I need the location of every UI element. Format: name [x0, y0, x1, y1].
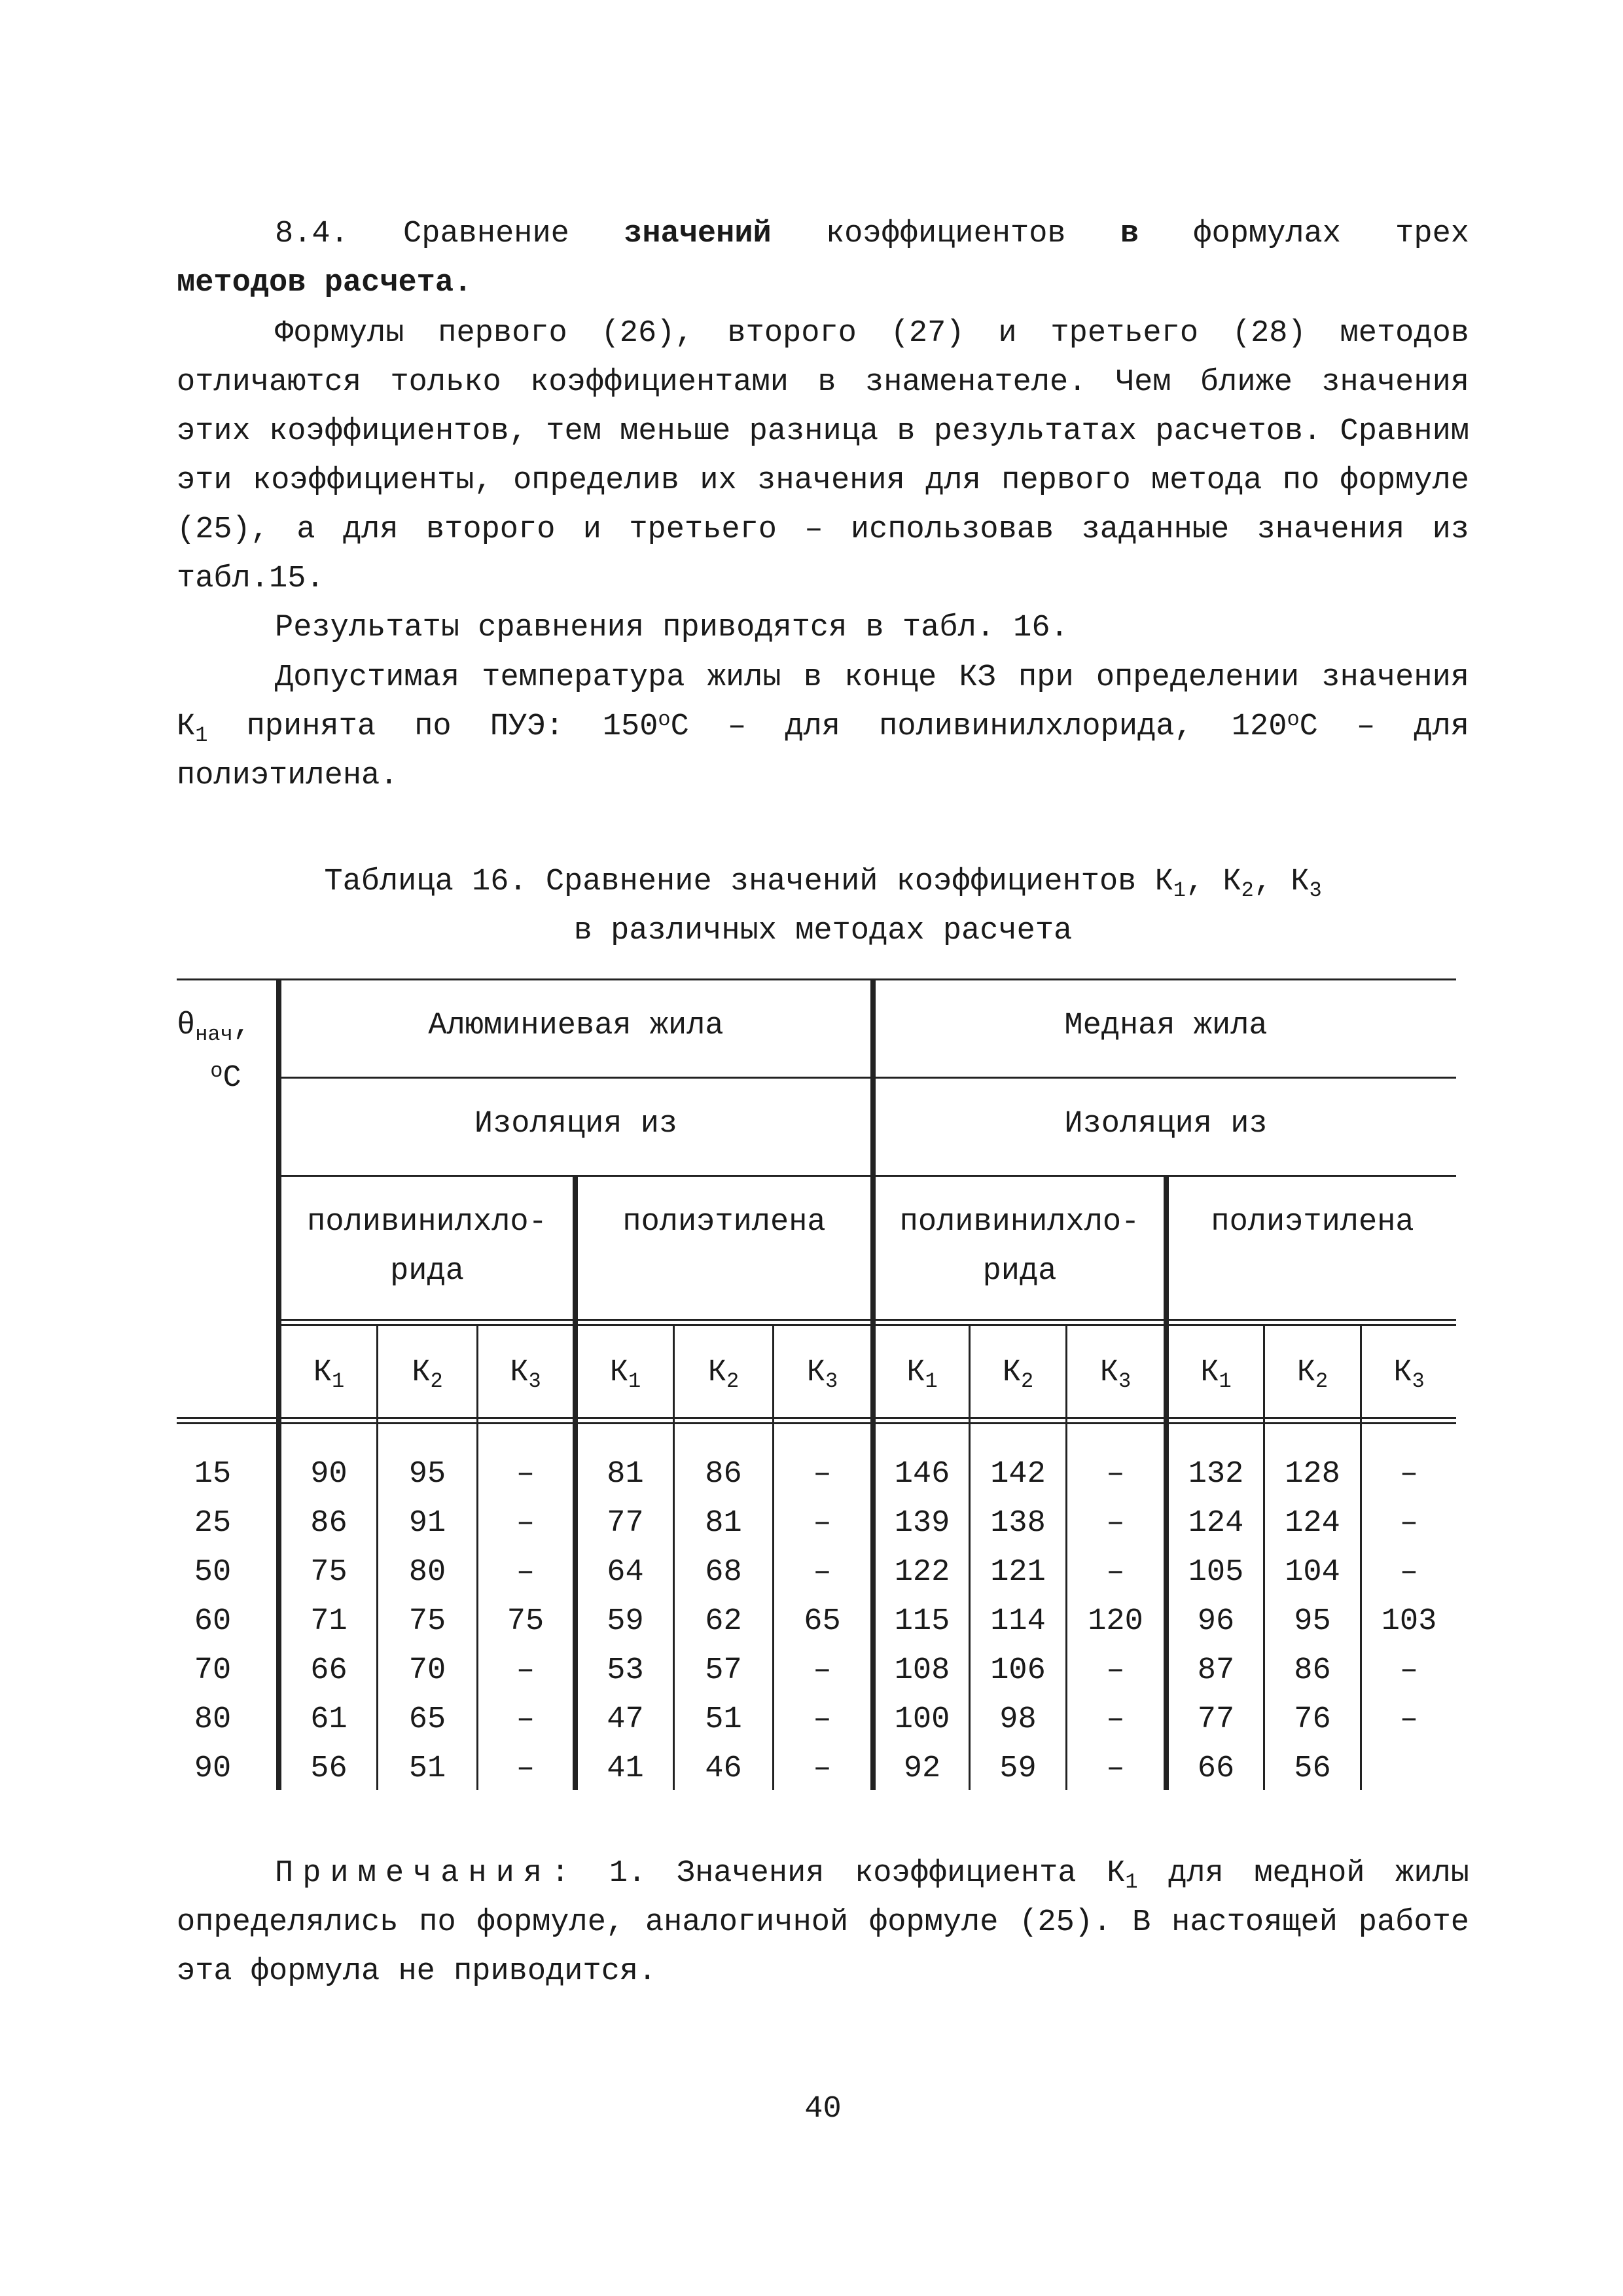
heading-word: коэффициентов	[825, 217, 1066, 251]
coefficient-cell: 68	[705, 1555, 742, 1590]
coefficient-cell: 142	[990, 1457, 1046, 1492]
coefficients-table	[177, 978, 1456, 1790]
paragraph-temperature: Допустимая температура жилы в конце КЗ при определении значения $К_1$ принята по ПУЭ: 150$^o$С – для поливинилхлорида, 120$^o$С – для полиэтилена.	[177, 660, 1470, 793]
coefficient-cell: –	[813, 1457, 832, 1492]
coefficient-cell: 57	[705, 1653, 742, 1688]
coefficient-cell: –	[1106, 1751, 1125, 1786]
pe-al-header: полиэтилена	[622, 1205, 826, 1240]
coefficient-cell: 75	[408, 1604, 446, 1639]
coefficient-cell: –	[1399, 1506, 1419, 1541]
table-caption-line1: Таблица 16. Сравнение значений коэффициентов $К_1$, $К_2$, $К_3$	[324, 865, 1322, 903]
k-header-cell: $К_2$	[707, 1355, 740, 1393]
heading-word: трех	[1395, 217, 1469, 251]
coefficient-cell: 62	[705, 1604, 742, 1639]
coefficient-cell: 92	[903, 1751, 941, 1786]
coefficient-cell: 90	[310, 1457, 348, 1492]
table-divider	[573, 1175, 578, 1790]
heading-word: формулах	[1193, 217, 1341, 251]
table-divider	[1164, 1175, 1169, 1790]
coefficient-cell: –	[813, 1702, 832, 1737]
coefficient-cell: –	[813, 1751, 832, 1786]
coefficient-cell: 66	[310, 1653, 348, 1688]
table-rule	[281, 1077, 1456, 1079]
coefficient-cell: 108	[894, 1653, 950, 1688]
coefficient-cell: 61	[310, 1702, 348, 1737]
table-divider	[276, 978, 281, 1790]
notes-label: Примечания:	[275, 1856, 579, 1891]
theta-header: $\theta_{нач}$,	[177, 1009, 252, 1047]
coefficient-cell: 122	[894, 1555, 950, 1590]
heading-word: в	[1120, 217, 1139, 251]
k-header-cell: $К_3$	[1099, 1355, 1132, 1393]
coefficient-cell: 77	[607, 1506, 644, 1541]
coefficient-cell: 53	[607, 1653, 644, 1688]
k-header-cell: $К_1$	[609, 1355, 641, 1393]
page-number: 40	[804, 2092, 842, 2126]
notes: Примечания: 1. Значения коэффициента $К_1$ для медной жилы определялись по формуле, аналогичной формуле (25). В настоящей работе эта формула не приводится.	[177, 1856, 1469, 1989]
coefficient-cell: 65	[408, 1702, 446, 1737]
coefficient-cell: 71	[310, 1604, 348, 1639]
coefficient-cell: –	[1106, 1653, 1125, 1688]
coefficient-cell: 103	[1381, 1604, 1437, 1639]
coefficient-cell: 124	[1188, 1506, 1244, 1541]
k-header-cell: $К_2$	[1002, 1355, 1034, 1393]
heading-bold-word: значений	[624, 217, 772, 251]
k-header-cell: $К_2$	[412, 1355, 443, 1393]
coefficient-cell: 81	[705, 1506, 742, 1541]
coefficient-cell: 87	[1197, 1653, 1235, 1688]
coefficient-cell: 98	[999, 1702, 1037, 1737]
coefficient-cell: 86	[1294, 1653, 1331, 1688]
k-header-cell: $К_1$	[313, 1355, 345, 1393]
coefficient-cell: –	[1106, 1702, 1125, 1737]
coefficient-cell: 51	[705, 1702, 742, 1737]
k-header-cell: $К_3$	[510, 1355, 541, 1393]
temperature-cell: 50	[194, 1555, 232, 1590]
pe-cu-header: полиэтилена	[1211, 1205, 1414, 1240]
coefficient-cell: –	[813, 1506, 832, 1541]
coefficient-cell: –	[1106, 1506, 1125, 1541]
temperature-cell: 80	[194, 1702, 232, 1737]
coefficient-cell: –	[516, 1653, 535, 1688]
coefficient-cell: 91	[408, 1506, 446, 1541]
table-rule	[281, 1324, 1456, 1326]
coefficient-cell: 70	[408, 1653, 446, 1688]
coefficient-cell: 139	[894, 1506, 950, 1541]
coefficient-cell: –	[1399, 1457, 1419, 1492]
coefficient-cell: 77	[1197, 1702, 1235, 1737]
coefficient-cell: 124	[1285, 1506, 1340, 1541]
coefficient-cell: 46	[705, 1751, 742, 1786]
coefficient-cell: 138	[990, 1506, 1046, 1541]
coefficient-cell: 64	[607, 1555, 644, 1590]
coefficient-cell: 121	[990, 1555, 1046, 1590]
temperature-cell: 70	[194, 1653, 232, 1688]
k-header-cell: $К_3$	[806, 1355, 838, 1393]
coefficient-cell: –	[1399, 1653, 1419, 1688]
paragraph-formulas: Формулы первого (26), второго (27) и третьего (28) методов отличаются только коэффициентами в знаменателе. Чем ближе значения этих коэффициентов, тем меньше разница в результатах расчетов. Сравним эти коэффициенты, определив их значения для первого метода по формуле (25), а для второго и третьего – использовав заданные значения из табл.15.	[177, 316, 1469, 596]
coefficient-cell: 95	[1294, 1604, 1331, 1639]
coefficient-cell: 128	[1285, 1457, 1340, 1492]
copper-header: Медная жила	[1064, 1009, 1268, 1043]
coefficient-cell: 86	[705, 1457, 742, 1492]
coefficient-cell: 65	[804, 1604, 841, 1639]
table-top-rule	[177, 978, 1456, 980]
insulation-cu-header: Изоляция из	[1064, 1107, 1268, 1141]
temperature-cell: 25	[194, 1506, 232, 1541]
coefficient-cell: –	[516, 1751, 535, 1786]
coefficient-cell: 51	[408, 1751, 446, 1786]
coefficient-cell: 56	[310, 1751, 348, 1786]
coefficient-cell: 41	[607, 1751, 644, 1786]
coefficient-cell: 95	[408, 1457, 446, 1492]
section-heading	[177, 209, 1469, 259]
temperature-cell: 90	[194, 1751, 232, 1786]
coefficient-cell: 47	[607, 1702, 644, 1737]
insulation-al-header: Изоляция из	[474, 1107, 678, 1141]
coefficient-cell: –	[516, 1457, 535, 1492]
coefficient-cell: 86	[310, 1506, 348, 1541]
heading-number: 8.4.	[275, 217, 349, 251]
heading-line2: методов расчета.	[177, 266, 473, 300]
coefficient-cell: 75	[507, 1604, 544, 1639]
coefficient-cell: 100	[894, 1702, 950, 1737]
table-rule	[281, 1175, 1456, 1177]
coefficient-cell: 114	[990, 1604, 1046, 1639]
coefficient-cell: 120	[1088, 1604, 1143, 1639]
temperature-cell: 60	[194, 1604, 232, 1639]
coefficient-cell: 80	[408, 1555, 446, 1590]
theta-unit: $^o$С	[210, 1059, 241, 1096]
table-rule	[281, 1319, 1456, 1321]
coefficient-cell: 96	[1197, 1604, 1235, 1639]
table-caption-line2: в различных методах расчета	[573, 914, 1073, 948]
coefficient-cell: –	[516, 1506, 535, 1541]
coefficient-cell: 59	[999, 1751, 1037, 1786]
coefficient-cell: –	[516, 1555, 535, 1590]
coefficient-cell: –	[813, 1555, 832, 1590]
temperature-cell: 15	[194, 1457, 232, 1492]
k-header-cell: $К_1$	[1200, 1355, 1232, 1393]
coefficient-cell: 104	[1285, 1555, 1340, 1590]
aluminum-header: Алюминиевая жила	[428, 1009, 724, 1043]
coefficient-cell: 106	[990, 1653, 1046, 1688]
pvc-al-header: поливинилхло- рида	[307, 1205, 547, 1289]
heading-word: Сравнение	[403, 217, 569, 251]
coefficient-cell: 56	[1294, 1751, 1331, 1786]
table-divider	[870, 978, 876, 1790]
k-header-cell: $К_3$	[1393, 1355, 1425, 1393]
paragraph-results: Результаты сравнения приводятся в табл. 16.	[275, 611, 1069, 645]
coefficient-cell: 81	[607, 1457, 644, 1492]
coefficient-cell: –	[1106, 1555, 1125, 1590]
coefficient-cell: –	[813, 1653, 832, 1688]
coefficient-cell: –	[1399, 1555, 1419, 1590]
coefficient-cell: 115	[894, 1604, 950, 1639]
coefficient-cell: –	[1399, 1702, 1419, 1737]
coefficient-cell: 132	[1188, 1457, 1244, 1492]
coefficient-cell: –	[1106, 1457, 1125, 1492]
coefficient-cell: –	[516, 1702, 535, 1737]
k-header-cell: $К_1$	[906, 1355, 938, 1393]
coefficient-cell: 66	[1197, 1751, 1235, 1786]
coefficient-cell: 146	[894, 1457, 950, 1492]
coefficient-cell: 105	[1188, 1555, 1244, 1590]
pvc-cu-header: поливинилхло- рида	[899, 1205, 1140, 1289]
coefficient-cell: 76	[1294, 1702, 1331, 1737]
k-header-cell: $К_2$	[1296, 1355, 1329, 1393]
coefficient-cell: 59	[607, 1604, 644, 1639]
coefficient-cell: 75	[310, 1555, 348, 1590]
